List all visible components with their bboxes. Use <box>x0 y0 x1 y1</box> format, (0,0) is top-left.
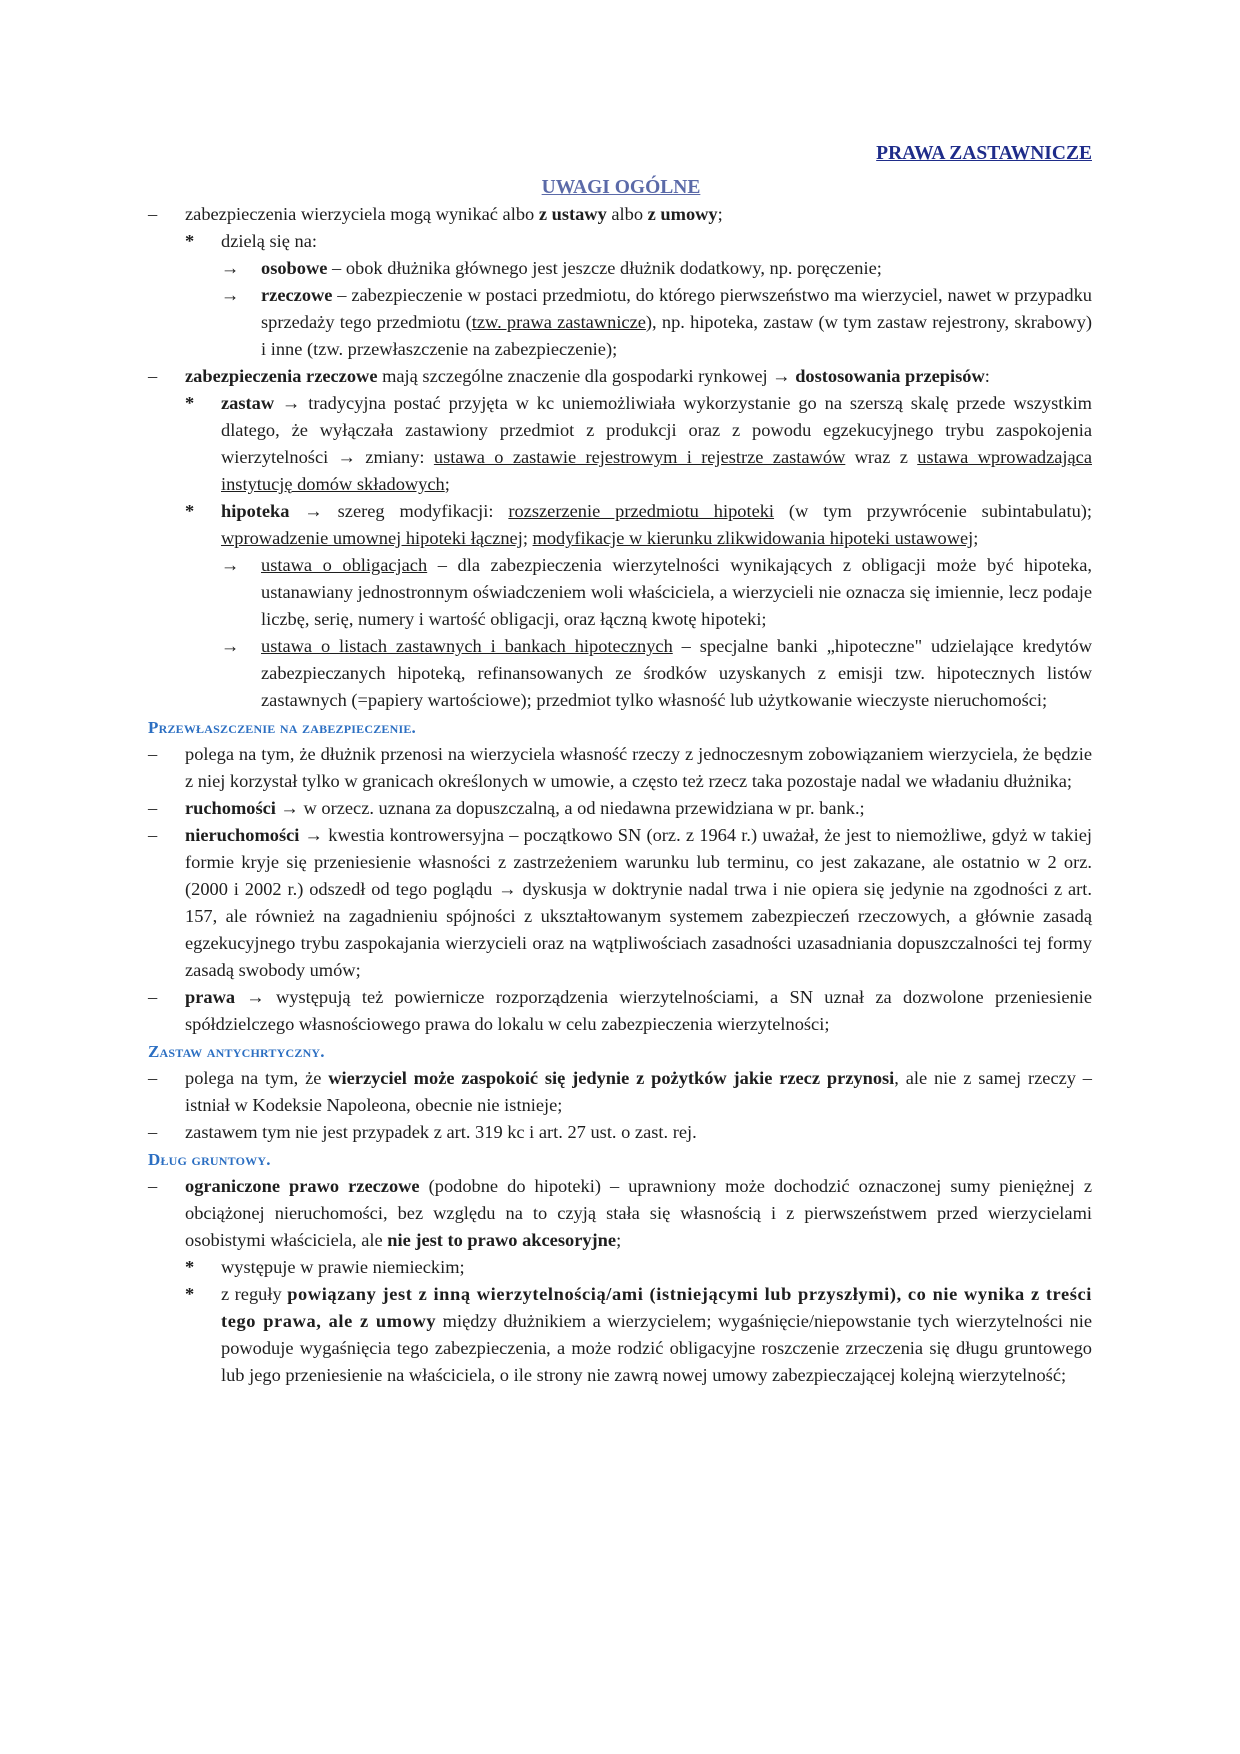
list-item <box>221 255 1092 282</box>
list-item <box>148 1119 1092 1146</box>
sublist <box>221 255 1092 363</box>
text: wraz z <box>845 447 918 467</box>
list-item <box>221 282 1092 363</box>
dash-marker: – <box>148 825 158 845</box>
underlined-text: ustawa o zastawie rejestrowym i rejestrze zastawów <box>433 447 846 467</box>
dash-marker: – <box>148 366 158 386</box>
text: : <box>984 366 990 386</box>
text: z reguły <box>221 1284 288 1304</box>
arrow-marker: → <box>221 636 240 656</box>
sublist <box>185 228 1092 363</box>
bold-text: wierzyciel może zaspokoić się jedynie z pożytków jakie rzecz przynosi <box>328 1068 895 1088</box>
heading-dlug-gruntowy: Dług gruntowy. <box>148 1150 271 1169</box>
star-marker: * <box>185 501 195 521</box>
dash-marker: – <box>148 798 158 818</box>
list-item <box>148 363 1092 714</box>
bold-text: dostosowania przepisów <box>795 366 985 386</box>
bold-text: zabezpieczenia rzeczowe <box>185 366 378 386</box>
text: między dłużnikiem a wierzycielem; wygaśnięcie/niepowstanie tych wierzytelności nie powoduje wygaśnięcia tego zabezpieczenia, a może rodzić obligacyjne roszczenie zrzeczenia się długu gruntowego lub jego przeniesienie na właściciela, o ile strony nie zawrą nowej umowy zabezpieczającej kolejną wierzytelność; <box>221 1311 1092 1385</box>
term-rzeczowe: rzeczowe <box>261 285 333 305</box>
text: ; <box>616 1230 622 1250</box>
list-item <box>148 201 1092 363</box>
arrow-marker: → <box>221 555 240 575</box>
list-item <box>185 498 1092 714</box>
text: – zabezpieczenie w postaci przedmiotu, do którego pierwszeństwo ma wierzyciel, nawet w przypadku sprzedaży tego przedmiotu ( <box>261 285 1092 332</box>
dash-marker: – <box>148 744 158 764</box>
text: występuje w prawie niemieckim; <box>221 1257 465 1277</box>
term-osobowe: osobowe <box>261 258 328 278</box>
underlined-text: ustawa o listach zastawnych i bankach hipotecznych <box>261 636 673 656</box>
text: – dla zabezpieczenia wierzytelności wynikających z obligacji może być hipoteka, ustanawiany jednostronnym oświadczeniem woli właściciela, a wierzycieli nie oznacza się imiennie, lecz podaje liczbę, serię, numery i wartość obligacji, oraz łączną kwotę hipoteki; <box>261 555 1092 629</box>
text: → kwestia kontrowersyjna – początkowo SN (orz. z 1964 r.) uważał, że jest to niemożliwe, gdyż w takiej formie kryje się przeniesienie własności z zastrzeżeniem warunku lub terminu, co jest zakazane, ale ostatnio w 2 orz. (2000 i 2002 r.) odszedł od tego poglądu → dyskusja w doktrynie nadal trwa i nie opiera się jedynie na zgodności z art. 157, ale również na zagadnieniu spójności z ukształtowanym systemem zabezpieczeń rzeczowych, a głównie zasadą egzekucyjnego trybu zaspokajania wierzycieli oraz na wątpliwościach zasadności uzasadniania dopuszczalności tej formy zasadą swobody umów; <box>185 825 1092 980</box>
dash-marker: – <box>148 987 158 1007</box>
text: zabezpieczenia wierzyciela mogą wynikać albo <box>185 204 539 224</box>
text: albo <box>606 204 648 224</box>
list-item <box>148 1065 1092 1119</box>
underlined-text: rozszerzenie przedmiotu hipoteki <box>508 501 775 521</box>
text: ; <box>522 528 533 548</box>
term-ruchomosci: ruchomości <box>185 798 276 818</box>
text: ), np. hipoteka, zastaw (w tym zastaw rejestrony, skrabowy) i inne (tzw. przewłaszczenie na zabezpieczenie); <box>261 312 1093 359</box>
term-hipoteka: hipoteka <box>221 501 290 521</box>
list-item <box>148 741 1092 795</box>
text: ; <box>717 204 723 224</box>
text: → w orzecz. uznana za dopuszczalną, a od niedawna przewidziana w pr. bank.; <box>275 798 865 818</box>
list-item <box>185 390 1092 498</box>
underlined-text: ustawa wprowadzająca instytucję domów składowych <box>221 447 1092 494</box>
underlined-text: tzw. prawa zastawnicze <box>471 312 646 332</box>
term-nieruchomosci: nieruchomości <box>185 825 300 845</box>
text: , ale nie z samej rzeczy – istniał w Kodeksie Napoleona, obecnie nie istnieje; <box>185 1068 1092 1115</box>
text: polega na tym, że <box>185 1068 329 1088</box>
term-prawa: prawa <box>185 987 236 1007</box>
przewlaszczenie-list <box>148 741 1092 1038</box>
bold-text: z umowy <box>647 204 718 224</box>
list-item <box>148 1173 1092 1389</box>
dash-marker: – <box>148 1176 158 1196</box>
text: dzielą się na: <box>221 231 317 251</box>
text: polega na tym, że dłużnik przenosi na wierzyciela własność rzeczy z jednoczesnym zobowiązaniem wierzyciela, że będzie z niej korzystał tylko w granicach określonych w umowie, a często też rzecz taka pozostaje nadal we władaniu dłużnika; <box>185 744 1092 791</box>
text: → szereg modyfikacji: <box>289 501 509 521</box>
list-item <box>148 822 1092 984</box>
bold-text: z ustawy <box>538 204 607 224</box>
text: zastawem tym nie jest przypadek z art. 319 kc i art. 27 ust. o zast. rej. <box>185 1122 697 1142</box>
underlined-text: wprowadzenie umownej hipoteki łącznej <box>221 528 523 548</box>
dash-marker: – <box>148 204 158 224</box>
text: (podobne do hipoteki) – uprawniony może dochodzić oznaczonej sumy pieniężnej z obciążonej nieruchomości, bez względu na to czyją stała się własnością i z pierwszeństwem przed wierzycielami osobistymi właściciela, ale <box>185 1176 1092 1250</box>
dash-marker: – <box>148 1068 158 1088</box>
document-title: PRAWA ZASTAWNICZE <box>876 143 1092 164</box>
star-marker: * <box>185 231 195 251</box>
arrow-marker: → <box>221 258 240 278</box>
text: ; <box>973 528 979 548</box>
heading-przewlaszczenie: Przewłaszczenie na zabezpieczenie. <box>148 718 417 737</box>
sublist <box>185 390 1092 714</box>
bold-text: ograniczone prawo rzeczowe <box>185 1176 420 1196</box>
arrow-marker: → <box>221 285 240 305</box>
list-item <box>221 633 1092 714</box>
text: → tradycyjna postać przyjęta w kc uniemożliwiała wykorzystanie go na szerszą skalę przede wszystkim dlatego, że wyłączała zastawiony przedmiot z produkcji oraz z powodu egzekucyjnego trybu zaspokojenia wierzytelności → zmiany: <box>221 393 1092 467</box>
text: – obok dłużnika głównego jest jeszcze dłużnik dodatkowy, np. poręczenie; <box>327 258 882 278</box>
list-item <box>148 984 1092 1038</box>
bold-text: powiązany jest z inną wierzytelnością/ami (istniejącymi lub przyszłymi), co nie wynika z treści tego prawa, ale z umowy <box>221 1284 1092 1331</box>
list-item <box>185 1254 1092 1281</box>
text: mają szczególne znaczenie dla gospodarki rynkowej → <box>377 366 796 386</box>
text: – specjalne banki „hipoteczne" udzielające kredytów zabezpieczanych hipoteką, refinansowanych ze środków uzyskanych z emisji tzw. hipotecznych listów zastawnych (=papiery wartościowe); przedmiot tylko własność lub użytkowanie wieczyste nieruchomości; <box>261 636 1092 710</box>
star-marker: * <box>185 393 195 413</box>
list-item <box>221 552 1092 633</box>
text: → występują też powiernicze rozporządzenia wierzytelnościami, a SN uznał za dozwolone przeniesienie spółdzielczego własnościowego prawa do lokalu w celu zabezpieczenia wierzytelności; <box>185 987 1092 1034</box>
star-marker: * <box>185 1257 195 1277</box>
dlug-gruntowy-list <box>148 1173 1092 1389</box>
underlined-text: ustawa o obligacjach <box>261 555 428 575</box>
term-zastaw: zastaw <box>221 393 275 413</box>
star-marker: * <box>185 1284 195 1304</box>
dash-marker: – <box>148 1122 158 1142</box>
text: (w tym przywrócenie subintabulatu); <box>774 501 1092 521</box>
text: ; <box>444 474 450 494</box>
list-item <box>148 795 1092 822</box>
underlined-text: modyfikacje w kierunku zlikwidowania hipoteki ustawowej <box>532 528 974 548</box>
sublist <box>185 1254 1092 1389</box>
zastaw-antychrtyczny-list <box>148 1065 1092 1146</box>
bold-text: nie jest to prawo akcesoryjne <box>387 1230 617 1250</box>
sublist <box>221 552 1092 714</box>
list-item <box>185 228 1092 363</box>
heading-zastaw-antychrtyczny: Zastaw antychrtyczny. <box>148 1042 325 1061</box>
list-item <box>185 1281 1092 1389</box>
section-title-general-remarks: UWAGI OGÓLNE <box>541 177 701 198</box>
general-remarks-list <box>148 201 1092 714</box>
